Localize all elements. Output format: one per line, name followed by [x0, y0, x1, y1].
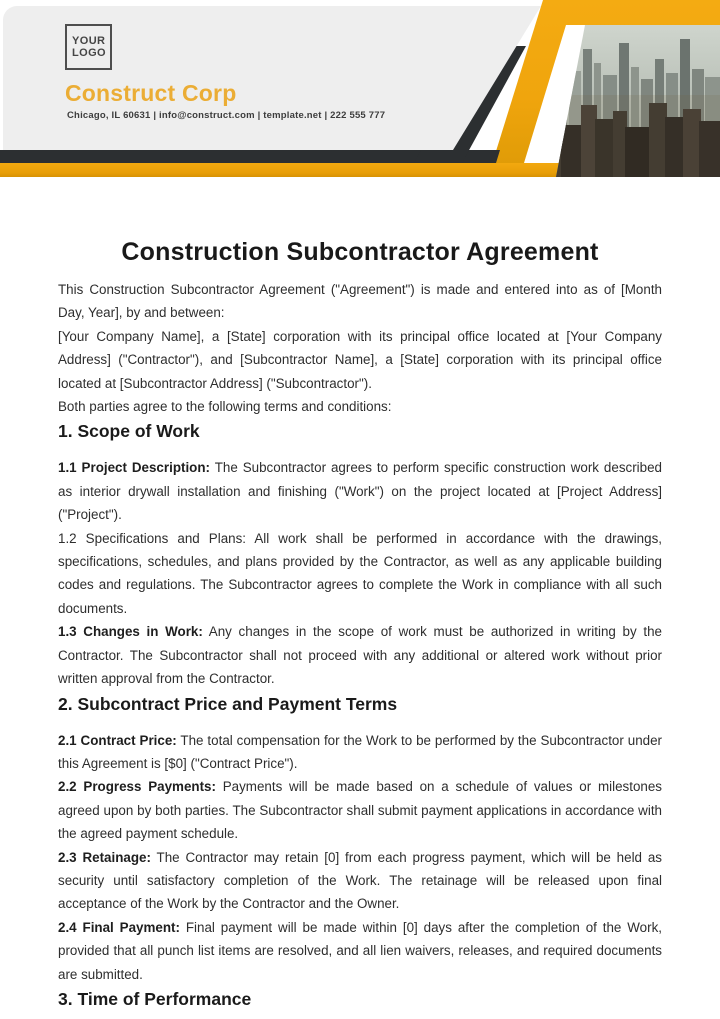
clause-lead: 2.3 Retainage: — [58, 849, 151, 865]
clause-text: Payments will be made based on a schedule of values or milestones agreed upon by both parties. The Subcontractor shall submit payment applications in accordance with the agreed payment schedule. — [58, 779, 662, 842]
clause-paragraph — [58, 456, 662, 526]
intro-paragraph: This Construction Subcontractor Agreement ("Agreement") is made and entered into as of [Month Day, Year], by and between: — [58, 282, 662, 321]
logo-text-line1: YOUR — [72, 35, 106, 47]
contact-info-line: Chicago, IL 60631 | info@construct.com | template.net | 222 555 777 — [67, 110, 386, 121]
clause-text: Any changes in the scope of work must be authorized in writing by the Contractor. The Subcontractor shall not proceed with any additional or altered work without prior written approval from the Contractor. — [58, 624, 663, 687]
clause-text: The total compensation for the Work to be performed by the Subcontractor under this Agreement is [$0] ("Contract Price"). — [58, 732, 662, 771]
clause-lead: 2.1 Contract Price: — [58, 732, 177, 748]
clause-paragraph — [58, 729, 662, 776]
logo-placeholder-box — [65, 24, 112, 70]
intro-paragraph: [Your Company Name], a [State] corporation with its principal office located at [Your Company Address] ("Contractor"), and [Subcontractor Name], a [State] corporation with its principal office located at [Subcontractor Address] ("Subcontractor"). — [58, 328, 662, 391]
agreement-body — [58, 177, 662, 1019]
clause-text: The Contractor may retain [0] from each progress payment, which will be held as security until satisfactory completion of the Work. The retainage will be released upon final acceptance of the Work by the Contractor and the Owner. — [58, 849, 662, 912]
intro-paragraph: Both parties agree to the following terms and conditions: — [58, 399, 392, 415]
clause-paragraph — [58, 775, 662, 845]
logo-text-line2: LOGO — [72, 47, 106, 59]
clause-lead: 2.4 Final Payment: — [58, 919, 180, 935]
letterhead-header — [0, 0, 720, 177]
clause-lead: 2.2 Progress Payments: — [58, 779, 216, 795]
section-heading-scope-of-work: 1. Scope of Work — [58, 421, 200, 442]
clause-paragraph — [58, 916, 662, 986]
clause-lead: 1.3 Changes in Work: — [58, 624, 203, 640]
clause-text: 1.2 Specifications and Plans: All work shall be performed in accordance with the drawings, specifications, schedules, and plans provided by the Contractor, as well as any applicable building codes and regulations. The Subcontractor agrees to complete the Work in compliance with all such documents. — [58, 530, 662, 616]
section-heading-time-of-performance: 3. Time of Performance — [58, 988, 252, 1009]
clause-paragraph — [58, 620, 662, 690]
document-title: Construction Subcontractor Agreement — [121, 238, 599, 266]
section-heading-price-and-payment: 2. Subcontract Price and Payment Terms — [58, 693, 398, 714]
clause-text: Final payment will be made within [0] days after the completion of the Work, provided that all punch list items are resolved, and all lien waivers, releases, and required documents are submitted. — [58, 919, 662, 982]
clause-paragraph — [58, 846, 662, 916]
clause-text: The Subcontractor agrees to perform specific construction work described as interior drywall installation and finishing ("Work") on the project located at [Project Address] ("Project"). — [58, 460, 662, 523]
company-name: Construct Corp — [65, 80, 237, 106]
clause-paragraph — [58, 527, 662, 621]
clause-lead: 1.1 Project Description: — [58, 460, 210, 476]
